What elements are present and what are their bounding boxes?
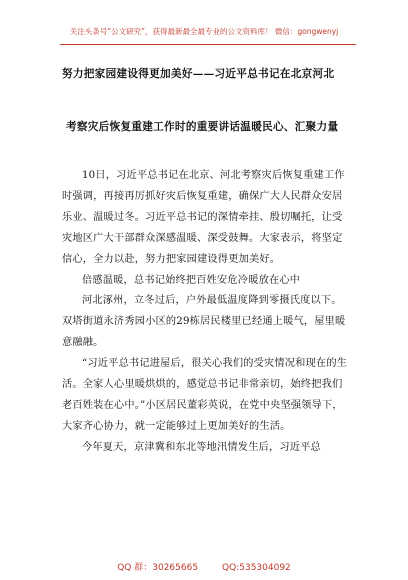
paragraph-4: 今年夏天，京津冀和东北等地汛情发生后，习近平总 (82, 441, 321, 453)
header-note: 关注头条号“公文研究”，获得最新最全最专业的公文资料库！ 微信：gongwenyj (69, 27, 339, 36)
paragraph-1: 10日，习近平总书记在北京、河北考察灾后恢复重建工作时强调，再接再厉抓好灾后恢复重建，确保广大人民群众安居乐业、温暖过冬。习近平总书记的深情牵挂、殷切嘱托，让受灾地区广大干部群众深感温暖、深受鼓舞。大家表示，将坚定信心，全力以赴，努力把家园建设得更加美好。 (62, 170, 345, 265)
footer-qq-group: QQ 群：30265665 (117, 563, 199, 573)
header-divider (60, 44, 356, 45)
document-body (62, 166, 352, 459)
document-title-line-2: 考察灾后恢复重建工作时的重要讲话温暖民心、汇聚力量 (66, 121, 339, 133)
paragraph-2: 河北涿州，立冬过后，户外最低温度降到零摄氏度以下。双塔街道永济秀园小区的29栋居民楼里已经通上暖气，屋里暖意融融。 (62, 295, 346, 349)
footer-qq-number: QQ:535304092 (222, 563, 291, 573)
paragraph-subheading: 倍感温暖，总书记始终把百姓安危冷暖放在心中 (82, 274, 301, 286)
paragraph-3: “习近平总书记进屋后，很关心我们的受灾情况和现在的生活。全家人心里暖烘烘的，感觉总书记非常亲切，始终把我们老百姓装在心中。”小区居民董彩英说，在党中央坚强领导下，大家齐心协力，就一定能够过上更加美好的生活。 (62, 358, 348, 432)
footer-contact (0, 560, 408, 573)
document-title-line-1: 努力把家园建设得更加美好——习近平总书记在北京河北 (62, 68, 335, 80)
